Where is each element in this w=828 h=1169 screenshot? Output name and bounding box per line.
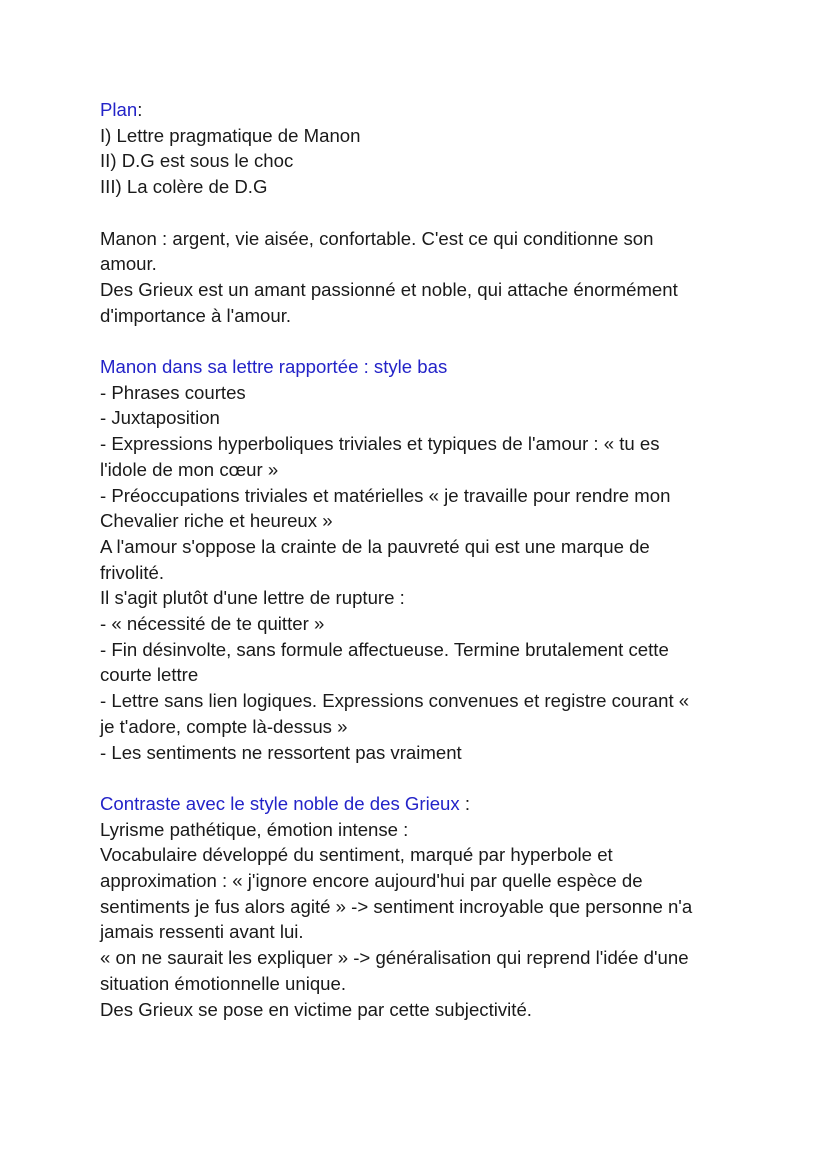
section2-heading: Contraste avec le style noble de des Grieux (100, 792, 460, 814)
section1-line: - Juxtaposition (100, 407, 220, 429)
section2-heading-colon: : (459, 792, 471, 814)
plan-heading: Plan (100, 99, 138, 120)
spacer (100, 765, 740, 791)
section1-line: A l'amour s'oppose la crainte de la pauvreté qui est une marque de (100, 535, 650, 557)
plan-item: III) La colère de D.G (100, 176, 268, 198)
section1-line: - Phrases courtes (100, 381, 246, 403)
intro-line: Des Grieux est un amant passionné et noble, qui attache énormément (100, 278, 678, 300)
document-page (100, 97, 740, 1022)
section2-line: jamais ressenti avant lui. (100, 921, 304, 943)
intro-line: amour. (100, 253, 157, 275)
section1-line: Chevalier riche et heureux » (100, 510, 333, 532)
section2-line: sentiments je fus alors agité » -> sentiment incroyable que personne n'a (100, 895, 693, 917)
spacer (100, 328, 740, 354)
spacer (100, 200, 740, 226)
section1-line: - Expressions hyperboliques triviales et typiques de l'amour : « tu es (100, 433, 660, 455)
section1-line: je t'adore, compte là-dessus » (100, 715, 348, 737)
section2-line: « on ne saurait les expliquer » -> généralisation qui reprend l'idée d'une (100, 947, 689, 969)
section1-line: l'idole de mon cœur » (100, 458, 279, 480)
section2-line: Lyrisme pathétique, émotion intense : (100, 818, 409, 840)
plan-item: I) Lettre pragmatique de Manon (100, 124, 361, 146)
section2-heading-line (100, 791, 740, 817)
section2-line: situation émotionnelle unique. (100, 972, 347, 994)
section1-heading: Manon dans sa lettre rapportée : style bas (100, 356, 448, 377)
section1-line: - Fin désinvolte, sans formule affectueuse. Termine brutalement cette (100, 638, 669, 660)
section1-line: frivolité. (100, 561, 165, 583)
section1-line: - Préoccupations triviales et matérielles « je travaille pour rendre mon (100, 484, 671, 506)
plan-item: II) D.G est sous le choc (100, 150, 294, 172)
section1-line: - Lettre sans lien logiques. Expressions convenues et registre courant « (100, 690, 690, 712)
intro-line: Manon : argent, vie aisée, confortable. C'est ce qui conditionne son (100, 227, 654, 249)
section1-line: Il s'agit plutôt d'une lettre de rupture : (100, 587, 405, 609)
section2-line: Vocabulaire développé du sentiment, marqué par hyperbole et (100, 844, 613, 866)
section1-line: - « nécessité de te quitter » (100, 613, 325, 635)
section2-line: Des Grieux se pose en victime par cette subjectivité. (100, 998, 532, 1020)
section1-line: courte lettre (100, 664, 199, 686)
plan-heading-colon: : (137, 99, 143, 120)
section2-line: approximation : « j'ignore encore aujourd'hui par quelle espèce de (100, 870, 643, 892)
intro-line: d'importance à l'amour. (100, 304, 292, 326)
section1-line: - Les sentiments ne ressortent pas vraiment (100, 741, 462, 763)
plan-heading-line (100, 97, 740, 123)
